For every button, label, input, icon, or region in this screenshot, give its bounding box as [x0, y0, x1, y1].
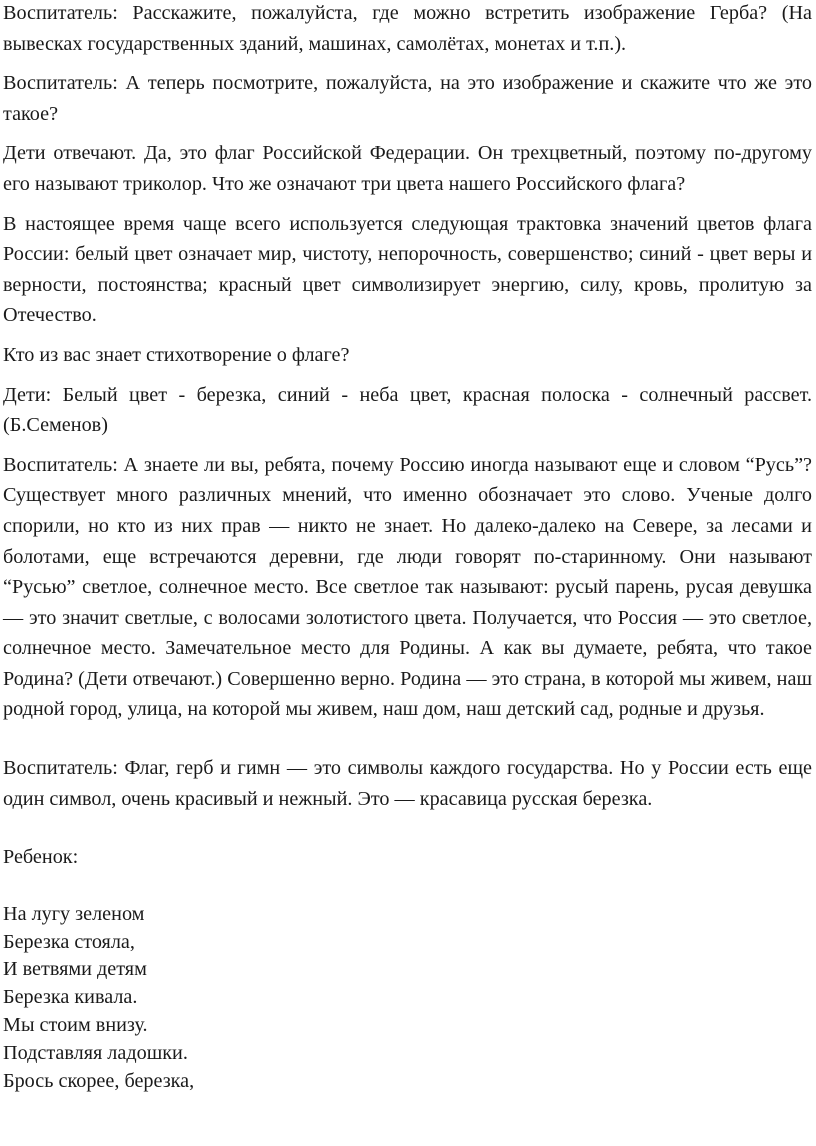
paragraph-look-at-image: Воспитатель: А теперь посмотрите, пожалуйста, на это изображение и скажите что же это такое?: [3, 72, 812, 125]
poem-line: Мы стоим внизу.: [3, 1014, 148, 1037]
paragraph-flag-colors-meaning: В настоящее время чаще всего используется следующая трактовка значений цветов флага России: белый цвет означает мир, чистоту, непорочность, совершенство; синий - цвет веры и верности, постоянства; красный цвет символизирует энергию, силу, кровь, пролитую за Отечество.: [3, 212, 812, 327]
paragraph-rus-meaning: Воспитатель: А знаете ли вы, ребята, почему Россию иногда называют еще и словом “Русь”? Существует много различных мнений, что именно обозначает это слово. Ученые долго спорили, но кто из них прав — никто не знает. Но далеко-далеко на Севере, за лесами и болотами, еще встречаются деревни, где люди говорят по-старинному. Они называют “Русью” светлое, солнечное место. Все светлое так называют: русый парень, русая девушка— это значит светлые, с волосами золотистого цвета. Получается, что Россия — это светлое, солнечное место. Замечательное место для Родины. А как вы думаете, ребята, что такое Родина? (Дети отвечают.) Совершенно верно. Родина — это страна, в которой мы живем, наш родной город, улица, на которой мы живем, наш дом, наш детский сад, родные и друзья.: [3, 453, 812, 721]
poem-line: И ветвями детям: [3, 958, 147, 981]
paragraph-child-label: Ребенок:: [3, 846, 79, 869]
poem-line: Березка кивала.: [3, 986, 138, 1009]
poem-block: [3, 901, 812, 1096]
paragraph-children-poem: Дети: Белый цвет - березка, синий - неба цвет, красная полоска - солнечный рассвет. (Б.Семенов): [3, 383, 812, 437]
poem-line: Брось скорее, березка,: [3, 1069, 195, 1092]
paragraph-birch-symbol: Воспитатель: Флаг, герб и гимн — это символы каждого государства. Но у России есть еще один символ, очень красивый и нежный. Это — красавица русская березка.: [3, 757, 812, 810]
poem-line: На лугу зеленом: [3, 902, 145, 925]
poem-line: Подставляя ладошки.: [3, 1041, 188, 1064]
paragraph-flag-tricolor: Дети отвечают. Да, это флаг Российской Федерации. Он трехцветный, поэтому по-другому его называют триколор. Что же означают три цвета нашего Российского флага?: [3, 142, 812, 195]
paragraph-coat-of-arms-question: Воспитатель: Расскажите, пожалуйста, где можно встретить изображение Герба? (На вывесках государственных зданий, машинах, самолётах, монетах и т.п.).: [3, 2, 812, 55]
poem-line: Березка стояла,: [3, 930, 135, 953]
paragraph-poem-question: Кто из вас знает стихотворение о флаге?: [3, 343, 350, 366]
